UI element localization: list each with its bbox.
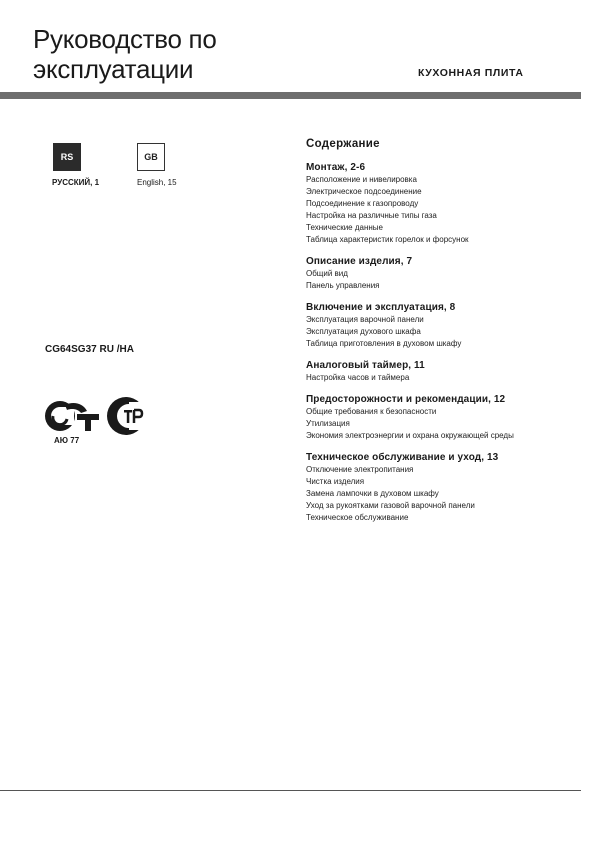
toc-item[interactable]: Эксплуатация духового шкафа [306,327,421,336]
toc-item[interactable]: Настройка на различные типы газа [306,211,437,220]
toc-item[interactable]: Экономия электроэнергии и охрана окружающей среды [306,431,514,440]
pct-certification-icon [43,397,103,435]
toc-section-title[interactable]: Предосторожности и рекомендации, 12 [306,394,506,405]
toc-item[interactable]: Техническое обслуживание [306,513,409,522]
language-badge-gb[interactable]: GB [137,143,165,171]
language-badge-rs[interactable]: RS [53,143,81,171]
toc-section [306,161,578,246]
toc-section-title[interactable]: Техническое обслуживание и уход, 13 [306,452,499,463]
toc-section [306,301,578,350]
toc-section-title[interactable]: Аналоговый таймер, 11 [306,360,425,371]
toc-item[interactable]: Таблица приготовления в духовом шкафу [306,339,462,348]
page-title [33,24,217,84]
toc-item[interactable]: Эксплуатация варочной панели [306,315,424,324]
toc-item[interactable]: Подсоединение к газопроводу [306,199,419,208]
product-subtitle: КУХОННАЯ ПЛИТА [418,67,524,79]
toc-item[interactable]: Настройка часов и таймера [306,373,410,382]
toc-section [306,255,578,292]
toc-section-title[interactable]: Включение и эксплуатация, 8 [306,302,456,313]
toc-item[interactable]: Электрическое подсоединение [306,187,422,196]
toc-item[interactable]: Отключение электропитания [306,465,414,474]
toc-section-title[interactable]: Описание изделия, 7 [306,256,413,267]
header-divider [0,92,581,99]
toc-item[interactable]: Технические данные [306,223,384,232]
certification-code: АЮ 77 [54,436,80,445]
language-label-russian[interactable]: РУССКИЙ, 1 [52,178,100,187]
toc-section [306,359,578,384]
toc-item[interactable]: Расположение и нивелировка [306,175,417,184]
toc-section [306,451,578,524]
toc-heading: Содержание [306,138,380,150]
language-label-english[interactable]: English, 15 [137,178,177,187]
title-line-2: эксплуатации [33,54,194,84]
toc-item[interactable]: Уход за рукоятками газовой варочной панели [306,501,475,510]
toc-item[interactable]: Общий вид [306,269,348,278]
ctr-certification-icon [105,396,151,436]
toc-item[interactable]: Замена лампочки в духовом шкафу [306,489,439,498]
toc-item[interactable]: Общие требования к безопасности [306,407,437,416]
toc-item[interactable]: Таблица характеристик горелок и форсунок [306,235,469,244]
title-line-1: Руководство по [33,24,217,54]
toc-item[interactable]: Чистка изделия [306,477,365,486]
toc-section-title[interactable]: Монтаж, 2-6 [306,162,366,173]
toc-section [306,393,578,442]
toc-item[interactable]: Утилизация [306,419,350,428]
toc-item[interactable]: Панель управления [306,281,380,290]
footer-divider [0,790,581,791]
table-of-contents [306,138,578,533]
model-number: CG64SG37 RU /HA [45,344,134,355]
